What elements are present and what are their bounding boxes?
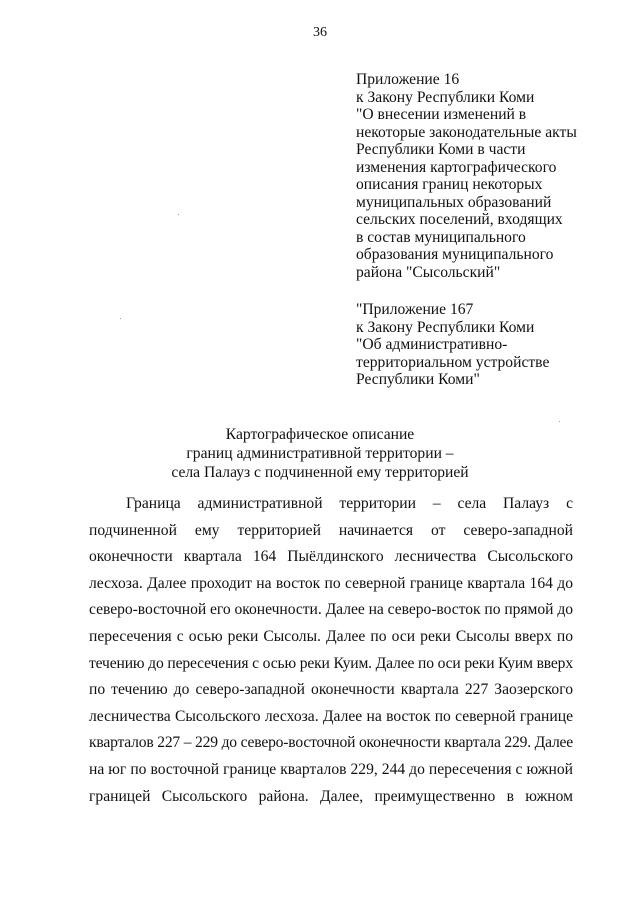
body-line: подчиненной ему территорией начинается от северо-западной	[89, 521, 573, 539]
body-line: кварталов 227 – 229 до северо-восточной оконечности квартала 229. Далее	[89, 734, 573, 752]
appendix-16-header	[356, 71, 626, 281]
body-line: границей Сысольского района. Далее, преимущественно в южном	[89, 787, 573, 805]
appendix-line: в состав муниципального	[356, 228, 526, 246]
appendix-line: некоторые законодательные акты	[356, 123, 577, 141]
appendix-line: муниципальных образований	[356, 193, 552, 211]
body-line: пересечения с осью реки Сысолы. Далее по оси реки Сысолы вверх по	[89, 627, 573, 645]
scan-speck	[120, 318, 121, 319]
scan-speck	[178, 214, 179, 215]
appendix-line: "Об административно-	[356, 336, 508, 353]
page-number: 36	[313, 25, 327, 40]
appendix-line: Республики Коми в части	[356, 141, 526, 158]
appendix-line: образования муниципального	[356, 246, 554, 263]
appendix-line: сельских поселений, входящих	[356, 211, 563, 228]
appendix-167-header	[356, 301, 626, 389]
appendix-line: к Закону Республики Коми	[356, 88, 535, 106]
body-line: на юг по восточной границе кварталов 229, 244 до пересечения с южной	[89, 760, 573, 778]
appendix-line: изменения картографического	[356, 158, 557, 176]
body-line: по течению до северо-западной оконечности квартала 227 Заозерского	[89, 681, 573, 699]
body-line: Граница административной территории – села Палауз с	[126, 495, 573, 512]
body-line: лесхоза. Далее проходит на восток по северной границе квартала 164 до	[89, 574, 573, 592]
boundary-description	[89, 491, 573, 810]
appendix-line: "Приложение 167	[356, 301, 474, 318]
appendix-line: Приложение 16	[356, 71, 460, 88]
appendix-line: "О внесении изменений в	[356, 106, 527, 123]
body-line: северо-восточной его оконечности. Далее на северо-восток по прямой до	[89, 601, 573, 619]
appendix-line: территориальном устройстве	[356, 353, 550, 371]
title-line: села Палауз с подчиненной ему территорией	[171, 464, 469, 481]
body-line: оконечности квартала 164 Пыёлдинского лесничества Сысольского	[89, 548, 573, 566]
scan-speck	[559, 421, 560, 422]
appendix-line: к Закону Республики Коми	[356, 318, 535, 336]
appendix-line: Республики Коми"	[356, 371, 480, 388]
title-line: границ административной территории –	[186, 445, 454, 462]
appendix-line: описания границ некоторых	[356, 176, 543, 193]
appendix-line: района "Сысольский"	[356, 263, 501, 281]
document-title	[0, 425, 640, 482]
title-line: Картографическое описание	[225, 426, 415, 443]
body-line: лесничества Сысольского лесхоза. Далее на восток по северной границе	[89, 707, 573, 725]
body-line: течению до пересечения с осью реки Куим. Далее по оси реки Куим вверх	[89, 654, 573, 672]
